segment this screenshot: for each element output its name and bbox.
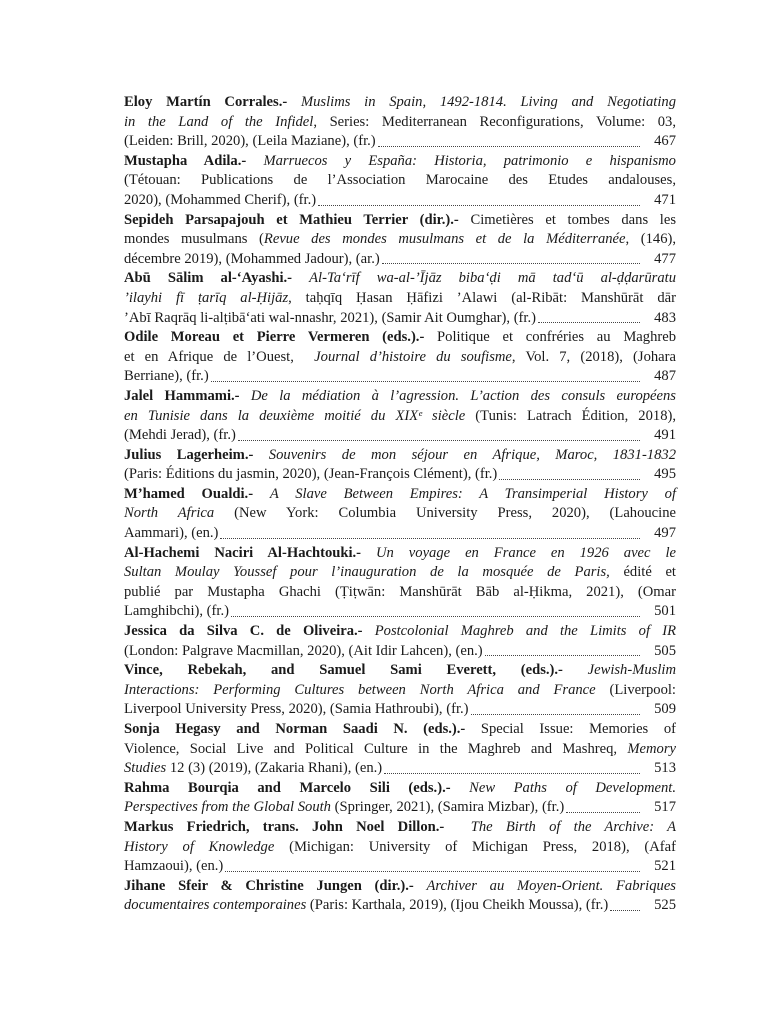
- entry-title: ’ilayhi fī ṭarīq al-Ḥijāz: [124, 289, 289, 306]
- toc-entry-line: [124, 857, 676, 877]
- toc-entry-line: [124, 348, 676, 368]
- page-number: 477: [654, 250, 676, 267]
- entry-details: décembre 2019), (Mohammed Jadour), (ar.): [124, 250, 380, 267]
- entry-details: 2020), (Mohammed Cherif), (fr.): [124, 191, 317, 208]
- dot-leader: [231, 615, 640, 617]
- toc-entry-line: [124, 681, 676, 701]
- toc-entry-line-text: [124, 426, 236, 446]
- entry-title: Studies: [124, 760, 167, 777]
- toc-entry-line-text: [124, 878, 676, 894]
- toc-entry-line-text: [124, 798, 564, 818]
- toc-entry-line: [124, 759, 676, 779]
- toc-entry: [124, 211, 676, 270]
- toc-entry-line-text: [124, 465, 497, 485]
- entry-title: Marruecos y España: Historia, patrimonio e hispanismo: [263, 152, 676, 169]
- toc-entry-line-text: [124, 524, 218, 544]
- toc-entry-line-text: [124, 721, 676, 737]
- toc-entry-line: [124, 700, 676, 720]
- toc-entry-line: [124, 269, 676, 289]
- entry-details: (Paris: Karthala, 2019), (Ijou Cheikh Moussa), (fr.): [306, 897, 609, 914]
- toc-entry-line-text: [124, 780, 676, 796]
- entry-author: Julius Lagerheim.-: [124, 446, 269, 463]
- entry-details: Liverpool University Press, 2020), (Samia Hathroubi), (fr.): [124, 701, 469, 718]
- toc-entry: [124, 328, 676, 387]
- entry-author: Jalel Hammami.-: [124, 387, 251, 404]
- dot-leader: [211, 380, 640, 382]
- dot-leader: [485, 654, 640, 656]
- toc-entry-line-text: [124, 584, 676, 600]
- toc-entry: [124, 622, 676, 661]
- table-of-contents: [124, 93, 676, 916]
- page-number: 501: [654, 603, 676, 620]
- entry-author: Sepideh Parsapajouh et Mathieu Terrier (dir.).-: [124, 211, 471, 228]
- toc-entry-line-text: [124, 819, 676, 835]
- toc-entry-line: [124, 407, 676, 427]
- entry-title: Muslims in Spain, 1492-1814. Living and Negotiating: [300, 94, 676, 110]
- toc-entry: [124, 661, 676, 720]
- dot-leader: [610, 909, 640, 911]
- page-number: 487: [654, 368, 676, 385]
- toc-entry-line-text: [124, 602, 229, 622]
- entry-title: Al-Ta‘rīf wa-al-’Ījāz biba‘ḍi mā tad‘ū al-ḍḍarūratu: [309, 270, 676, 287]
- toc-entry-line-text: [124, 662, 676, 678]
- entry-title: De la médiation à l’agression. L’action des consuls européens: [250, 387, 676, 404]
- toc-entry-line-text: [124, 290, 676, 306]
- toc-entry-line: [124, 524, 676, 544]
- toc-entry-line-text: [124, 741, 676, 757]
- toc-entry-line-text: [124, 545, 676, 561]
- toc-entry-line-text: [124, 642, 483, 662]
- toc-entry-line-text: [124, 623, 676, 639]
- page-number: 509: [654, 701, 676, 718]
- toc-entry: [124, 387, 676, 446]
- entry-details: 12 (3) (2019), (Zakaria Rhani), (en.): [166, 760, 383, 777]
- entry-details: (London: Palgrave Macmillan, 2020), (Ait Idir Lahcen), (en.): [124, 642, 483, 659]
- toc-entry: [124, 720, 676, 779]
- toc-entry-line-text: [124, 309, 536, 329]
- toc-entry-line: [124, 367, 676, 387]
- entry-title: A Slave Between Empires: A Transimperial History of: [269, 485, 676, 502]
- page-number: 483: [654, 309, 676, 326]
- toc-entry-line: [124, 896, 676, 916]
- toc-entry-line-text: [124, 212, 676, 228]
- toc-entry-line: [124, 211, 676, 231]
- entry-author: Markus Friedrich, trans. John Noel Dillon.-: [124, 818, 458, 835]
- entry-title: Un voyage en France en 1926 avec le: [376, 544, 676, 561]
- dot-leader: [318, 204, 640, 206]
- entry-details: (Michigan: University of Michigan Press, 2018), (Afaf: [274, 838, 676, 855]
- toc-entry-line: [124, 289, 676, 309]
- entry-title: Archiver au Moyen-Orient. Fabriques: [426, 877, 676, 894]
- entry-title: Postcolonial Maghreb and the Limits of IR: [374, 623, 676, 640]
- toc-entry-line-text: [124, 153, 676, 169]
- toc-entry-line: [124, 504, 676, 524]
- toc-entry-line: [124, 446, 676, 466]
- toc-entry-line-text: [124, 270, 676, 286]
- entry-details: (Tétouan: Publications de l’Association Marocaine des Etudes andalouses,: [124, 172, 676, 189]
- entry-author: Rahma Bourqia and Marcelo Sili (eds.).-: [124, 779, 470, 796]
- entry-title: Interactions: Performing Cultures between North Africa and France: [124, 681, 596, 698]
- toc-entry-line: [124, 328, 676, 348]
- toc-entry-line-text: [124, 349, 676, 365]
- dot-leader: [382, 262, 640, 264]
- entry-details: Special Issue: Memories of: [480, 721, 676, 737]
- toc-entry-line: [124, 113, 676, 133]
- entry-details: , Vol. 7, (2018), (Johara: [511, 348, 676, 365]
- toc-entry-line: [124, 132, 676, 152]
- toc-entry-line: [124, 740, 676, 760]
- toc-entry-line-text: [124, 700, 469, 720]
- dot-leader: [566, 811, 640, 813]
- toc-entry-line: [124, 250, 676, 270]
- toc-entry-line: [124, 720, 676, 740]
- page-number: 525: [654, 897, 676, 914]
- entry-title: Perspectives from the Global South: [124, 799, 331, 816]
- toc-entry-line: [124, 387, 676, 407]
- entry-details: Lamghibchi), (fr.): [124, 603, 229, 620]
- entry-details: (Liverpool:: [595, 681, 676, 698]
- toc-entry-line: [124, 93, 676, 113]
- toc-entry: [124, 93, 676, 152]
- toc-entry-line: [124, 583, 676, 603]
- entry-author: Odile Moreau et Pierre Vermeren (eds.).-: [124, 329, 438, 346]
- entry-details: (Springer, 2021), (Samira Mizbar), (fr.): [330, 799, 565, 816]
- entry-author: Jessica da Silva C. de Oliveira.-: [124, 623, 375, 640]
- toc-entry-line: [124, 230, 676, 250]
- entry-author: Mustapha Adila.-: [124, 152, 264, 169]
- entry-title: Souvenirs de mon séjour en Afrique, Maroc, 1831-1832: [268, 446, 676, 463]
- toc-entry-line: [124, 642, 676, 662]
- toc-entry-line-text: [124, 447, 676, 463]
- page-number: 505: [654, 642, 676, 659]
- page-number: 497: [654, 525, 676, 542]
- entry-details: Aammari), (en.): [124, 525, 219, 542]
- toc-entry-line-text: [124, 564, 676, 580]
- toc-entry-line: [124, 191, 676, 211]
- entry-title: The Birth of the Archive: A: [457, 818, 676, 835]
- entry-details: édité et: [609, 564, 676, 581]
- toc-entry-line: [124, 602, 676, 622]
- toc-entry: [124, 152, 676, 211]
- toc-entry-line: [124, 563, 676, 583]
- toc-entry-line-text: [124, 94, 676, 110]
- toc-entry-line-text: [124, 759, 382, 779]
- entry-details: , taḥqīq Ḥasan Ḥāfizi ’Alawi (al-Ribāt: Manshūrāt dār: [288, 289, 676, 306]
- toc-entry-line-text: [124, 408, 676, 424]
- dot-leader: [471, 713, 640, 715]
- entry-title: Revue des mondes musulmans et de la Méditerranée: [263, 231, 626, 248]
- toc-entry-line-text: [124, 857, 223, 877]
- toc-entry: [124, 877, 676, 916]
- page-number: 495: [654, 466, 676, 483]
- entry-details: et en Afrique de l’Ouest,: [124, 348, 315, 365]
- toc-entry-line-text: [124, 486, 676, 502]
- toc-entry-line: [124, 779, 676, 799]
- toc-entry-line: [124, 465, 676, 485]
- entry-title: in the Land of the Infidel: [124, 113, 314, 130]
- toc-entry-line: [124, 171, 676, 191]
- toc-entry-line-text: [124, 132, 376, 152]
- toc-entry: [124, 446, 676, 485]
- entry-details: (Mehdi Jerad), (fr.): [124, 427, 236, 444]
- toc-entry-line-text: [124, 329, 676, 345]
- entry-author: Abū Sālim al-‘Ayashi.-: [124, 270, 310, 287]
- toc-entry-line-text: [124, 191, 316, 211]
- entry-title: documentaires contemporaines: [124, 897, 307, 914]
- entry-details: publié par Mustapha Ghachi (Ṭiṭwān: Manshūrāt Bāb al-Ḥikma, 2021), (Omar: [124, 583, 676, 600]
- entry-details: (Paris: Éditions du jasmin, 2020), (Jean-François Clément), (fr.): [124, 466, 498, 483]
- entry-author: Eloy Martín Corrales.-: [124, 94, 301, 110]
- page-number: 491: [654, 427, 676, 444]
- dot-leader: [499, 478, 640, 480]
- toc-entry-line-text: [124, 250, 380, 270]
- entry-author: Sonja Hegasy and Norman Saadi N. (eds.).-: [124, 721, 481, 737]
- toc-entry-line-text: [124, 367, 209, 387]
- dot-leader: [220, 537, 640, 539]
- toc-entry-line-text: [124, 896, 608, 916]
- entry-title: New Paths of Development.: [469, 779, 676, 796]
- entry-title: en Tunisie dans la deuxième moitié du XIXᵉ siècle: [124, 407, 466, 424]
- entry-details: (New York: Columbia University Press, 2020), (Lahoucine: [214, 505, 676, 522]
- entry-details: mondes musulmans (: [124, 231, 264, 248]
- entry-details: Politique et confréries au Maghreb: [437, 329, 676, 346]
- dot-leader: [384, 772, 640, 774]
- entry-details: , Series: Mediterranean Reconfigurations, Volume: 03,: [313, 113, 676, 130]
- page-number: 521: [654, 858, 676, 875]
- toc-entry-line: [124, 426, 676, 446]
- page-number: 513: [654, 760, 676, 777]
- entry-title: North Africa: [124, 505, 215, 522]
- toc-entry-line: [124, 309, 676, 329]
- entry-author: Jihane Sfeir & Christine Jungen (dir.).-: [124, 877, 427, 894]
- entry-details: Violence, Social Live and Political Culture in the Maghreb and Mashreq,: [124, 740, 628, 757]
- entry-author: Vince, Rebekah, and Samuel Sami Everett, (eds.).-: [124, 662, 588, 679]
- toc-entry-line-text: [124, 114, 676, 130]
- toc-entry-line: [124, 485, 676, 505]
- dot-leader: [378, 145, 640, 147]
- entry-details: Hamzaoui), (en.): [124, 858, 224, 875]
- page-number: 517: [654, 799, 676, 816]
- toc-entry-line-text: [124, 505, 676, 521]
- toc-entry-line: [124, 544, 676, 564]
- page-number: 467: [654, 133, 676, 150]
- entry-author: Al-Hachemi Naciri Al-Hachtouki.-: [124, 544, 376, 561]
- toc-entry: [124, 544, 676, 622]
- dot-leader: [238, 439, 640, 441]
- entry-details: ’Abī Raqrāq li-alṭibā‘ati wal-nnashr, 2021), (Samir Ait Oumghar), (fr.): [124, 309, 536, 326]
- entry-details: , (146),: [625, 231, 676, 248]
- entry-details: (Leiden: Brill, 2020), (Leila Maziane), (fr.): [124, 133, 376, 150]
- dot-leader: [225, 870, 640, 872]
- toc-entry-line: [124, 152, 676, 172]
- toc-entry: [124, 818, 676, 877]
- toc-entry: [124, 269, 676, 328]
- entry-details: Cimetières et tombes dans les: [470, 211, 677, 228]
- dot-leader: [538, 321, 640, 323]
- toc-entry-line-text: [124, 388, 676, 404]
- entry-title: Jewish-Muslim: [587, 662, 676, 679]
- toc-entry: [124, 779, 676, 818]
- entry-details: Berriane), (fr.): [124, 368, 209, 385]
- toc-entry-line: [124, 661, 676, 681]
- toc-entry-line: [124, 622, 676, 642]
- entry-title: Journal d’histoire du soufisme: [314, 348, 512, 365]
- entry-title: Memory: [627, 740, 676, 757]
- toc-entry-line: [124, 877, 676, 897]
- entry-title: History of Knowledge: [124, 838, 275, 855]
- entry-title: Sultan Moulay Youssef pour l’inauguration de la mosquée de Paris,: [124, 564, 610, 581]
- toc-entry-line: [124, 798, 676, 818]
- toc-entry-line: [124, 838, 676, 858]
- toc-entry-line: [124, 818, 676, 838]
- entry-author: M’hamed Oualdi.-: [124, 485, 270, 502]
- toc-entry-line-text: [124, 172, 676, 188]
- toc-entry: [124, 485, 676, 544]
- toc-entry-line-text: [124, 231, 676, 247]
- toc-entry-line-text: [124, 682, 676, 698]
- entry-details: (Tunis: Latrach Édition, 2018),: [465, 407, 676, 424]
- toc-entry-line-text: [124, 839, 676, 855]
- page-number: 471: [654, 191, 676, 208]
